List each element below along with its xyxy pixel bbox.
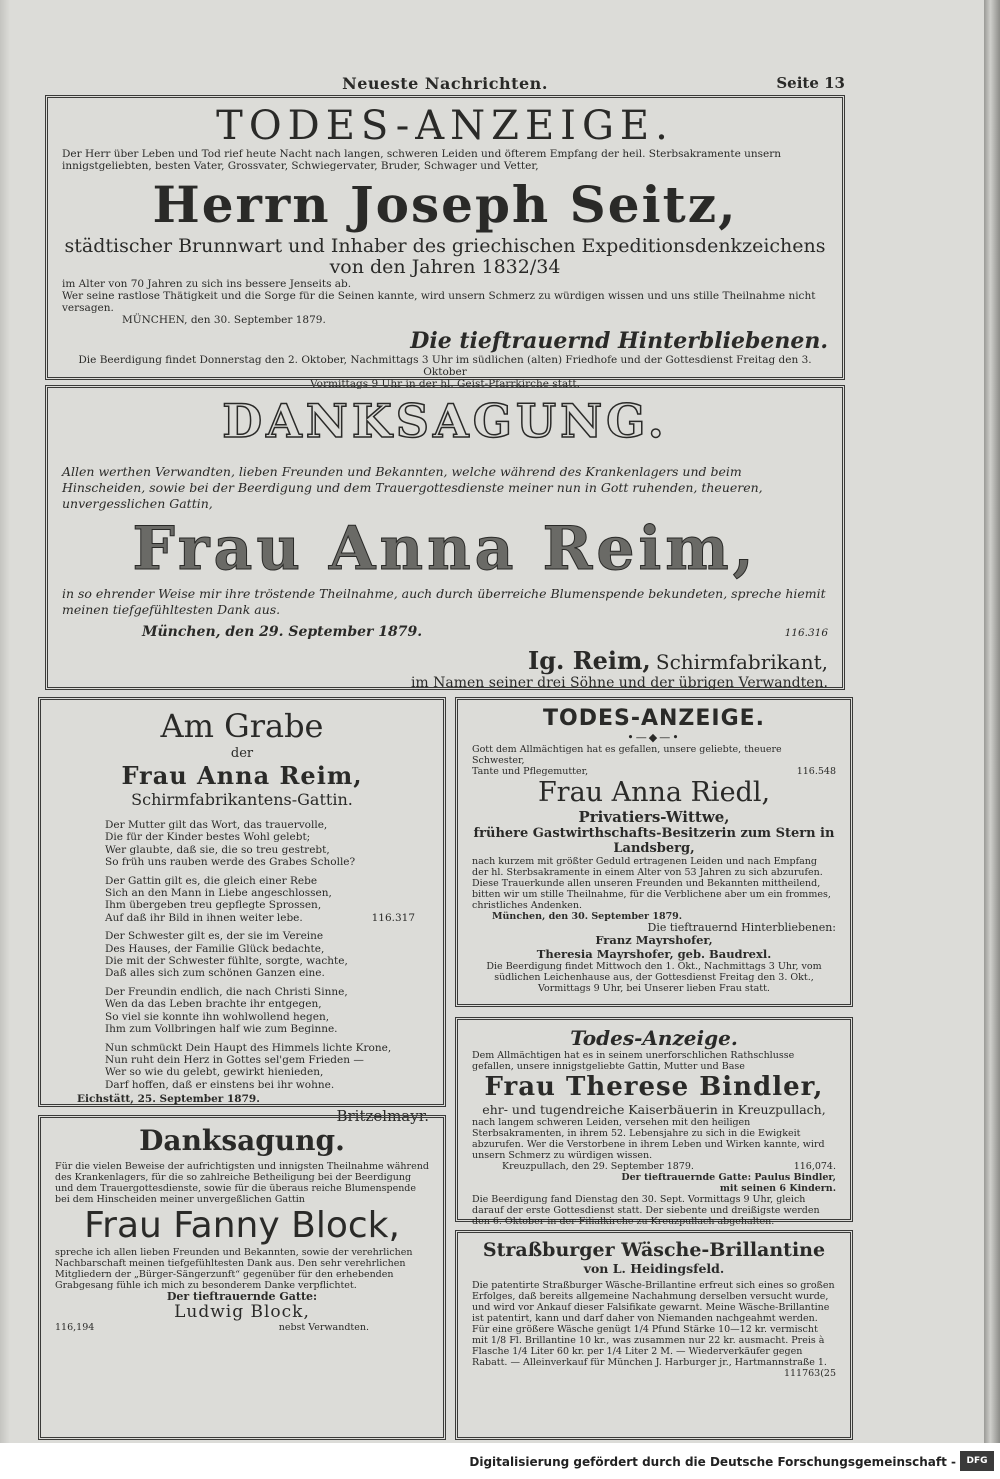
signer-title: Schirmfabrikant, — [655, 650, 828, 674]
notice-title: TODES-ANZEIGE. — [216, 103, 674, 149]
notice-intro: Gott dem Allmächtigen hat es gefallen, unsere geliebte, theuere Schwester, — [472, 744, 782, 766]
ad-code: 111763(25 — [783, 1368, 836, 1379]
poem-line: Die für der Kinder bestes Wohl gelebt; — [105, 831, 311, 844]
poem-line: Der Mutter gilt das Wort, das trauervolle, — [105, 819, 328, 831]
page-edge-shadow — [0, 0, 10, 1479]
deceased-name: Frau Anna Reim, — [121, 761, 363, 790]
poem-line: So früh uns rauben werde des Grabes Scholle? — [105, 856, 356, 869]
poem-line: Daß alles sich zum schönen Ganzen eine. — [105, 967, 325, 980]
advertisement-brillantine — [455, 1230, 853, 1440]
poem-line: Wer so wie du gelebt, gewirkt hienieden, — [105, 1066, 324, 1079]
poem-line: Nun schmückt Dein Haupt des Himmels lichte Krone, — [105, 1041, 392, 1054]
notice-title: DANKSAGUNG. — [222, 394, 668, 448]
burial-info: Die Beerdigung findet Donnerstag den 2. Oktober, Nachmittags 3 Uhr im südlichen (alten) Friedhofe und der Gottesdienst Freitag den 3. Oktober — [78, 354, 812, 378]
deceased-name: Frau Fanny Block, — [84, 1205, 400, 1246]
notice-text: nach kurzem mit größter Geduld ertragenen Leiden und nach Empfang der hl. Sterbsakramente in einem Alter von 53 Jahren zu sich abzurufen. Diese Trauerkunde allen unseren Freunden und Bekannten mittheilend, bitten wir um stille Theilnahme, für die Verblichene aber um ein frommes, christliches Andenken. — [472, 856, 831, 911]
signature: Die tieftrauernd Hinterbliebenen: — [647, 921, 836, 934]
notice-text: Allen werthen Verwandten, lieben Freunden und Bekannten, welche während des Krankenlagers und beim Hinscheiden, sowie bei der Beerdigung und dem Trauergottesdienste meiner nun in Gott ruhenden, theueren, unvergesslichen Gattin, — [62, 464, 763, 511]
poem-line: So viel sie konnte ihn wohlwollend hegen, — [105, 1010, 330, 1023]
poem-body — [105, 819, 429, 1091]
poem-line: Der Gattin gilt es, die gleich einer Rebe — [105, 874, 318, 887]
notice-line: Wer seine rastlose Thätigkeit und die Sorge für die Seinen kannte, wird unsern Schmerz zu würdigen wissen und uns stille Theilnahme nicht versagen. — [62, 290, 816, 314]
place-date: München, den 30. September 1879. — [492, 911, 683, 922]
deceased-occupation: frühere Gastwirthschafts-Besitzerin zum Stern in Landsberg, — [473, 826, 835, 856]
poem-line: Darf hoffen, daß er einstens bei ihr wohne. — [105, 1078, 335, 1091]
poem-line: Die mit der Schwester fühlte, sorgte, wachte, — [105, 955, 348, 968]
thanks-notice-reim — [45, 385, 845, 690]
ornament: •—◆—• — [627, 731, 681, 744]
death-notice-riedl — [455, 697, 853, 1007]
notice-intro: Der Herr über Leben und Tod rief heute Nacht nach langen, schweren Leiden und öfterem Empfang der heil. Sterbsakramente unsern innigstgeliebten, besten Vater, Grossvater, Schwiegervater, Bruder, Schwager und Vetter, — [62, 148, 782, 172]
place-date: Eichstätt, 25. September 1879. — [77, 1093, 260, 1106]
deceased-name: Frau Anna Reim, — [132, 514, 758, 584]
signer-line: nebst Verwandten. — [278, 1322, 369, 1333]
ad-subtitle: von L. Heidingsfeld. — [583, 1261, 725, 1276]
page-number: Seite 13 — [776, 74, 845, 92]
signature: mit seinen 6 Kindern. — [719, 1183, 836, 1194]
signer-name: Ludwig Block, — [174, 1302, 310, 1322]
burial-info: Die Beerdigung fand Dienstag den 30. Sept. Vormittags 9 Uhr, gleich darauf der erste Gottesdienst statt. Der siebente und dreißigste werden den 6. Oktober in der Filialkirche zu Kreuzpullach abgehalten. — [472, 1194, 820, 1227]
mourner-name: Theresia Mayrshofer, geb. Baudrexl. — [536, 947, 772, 961]
notice-line: im Alter von 70 Jahren zu sich ins bessere Jenseits ab. — [62, 278, 352, 290]
deceased-name: Frau Therese Bindler, — [484, 1072, 824, 1102]
poem-line: Der Schwester gilt es, der sie im Vereine — [105, 930, 324, 943]
death-notice-bindler — [455, 1017, 853, 1227]
notice-title: Danksagung. — [139, 1124, 345, 1157]
notice-intro: Tante und Pflegemutter, — [472, 766, 589, 777]
thanks-notice-block — [38, 1115, 446, 1440]
signer-name: Ig. Reim, — [527, 646, 651, 675]
dfg-logo: DFG — [960, 1451, 994, 1471]
footer-text: Digitalisierung gefördert durch die Deutsche Forschungsgemeinschaft - — [469, 1455, 956, 1469]
ad-code: 116.317 — [371, 911, 415, 924]
poem-title: Am Grabe — [160, 707, 324, 745]
burial-info: Die Beerdigung findet Mittwoch den 1. Okt., Nachmittags 3 Uhr, vom südlichen Leichenhause aus, der Gottesdienst Freitag den 3. Okt., Vormittags 9 Uhr, bei Unserer lieben Frau statt. — [486, 961, 822, 994]
deceased-name: Herrn Joseph Seitz, — [152, 175, 738, 234]
place-date: MÜNCHEN, den 30. September 1879. — [122, 314, 326, 326]
deceased-title: Privatiers-Wittwe, — [578, 808, 730, 826]
ad-code: 116,074. — [793, 1161, 836, 1172]
poem-line: Ihm zum Vollbringen half wie zum Beginne. — [105, 1023, 338, 1036]
place-date: München, den 29. September 1879. — [142, 624, 423, 640]
signer-line: im Namen seiner drei Söhne und der übrigen Verwandten. — [410, 675, 828, 691]
burial-info: Vormittags 9 Uhr in der hl. Geist-Pfarrkirche statt. — [310, 378, 580, 390]
notice-title: Todes-Anzeige. — [570, 1026, 738, 1050]
poem-line: Nun ruht dein Herz in Gottes sel'gem Frieden — — [105, 1053, 364, 1066]
ad-title: Straßburger Wäsche-Brillantine — [482, 1239, 826, 1261]
signature: Der tieftrauernde Gatte: — [166, 1290, 318, 1303]
notice-text: in so ehrender Weise mir ihre tröstende Theilnahme, auch durch überreiche Blumenspende bekundeten, spreche hiemit meinen tiefgefühltesten Dank aus. — [62, 586, 826, 617]
place-date: Kreuzpullach, den 29. September 1879. — [502, 1161, 694, 1172]
signature: Der tieftrauernde Gatte: Paulus Bindler, — [621, 1172, 836, 1183]
deceased-name: Frau Anna Riedl, — [537, 777, 771, 808]
poem-line: Des Hauses, der Familie Glück bedachte, — [105, 942, 325, 955]
deceased-years: von den Jahren 1832/34 — [329, 256, 561, 278]
notice-intro: Dem Allmächtigen hat es in seinem unerforschlichen Rathschlusse gefallen, unsere innigstgeliebte Gattin, Mutter und Base — [472, 1050, 795, 1072]
poem-line: Auf daß ihr Bild in ihnen weiter lebe. — [105, 911, 303, 924]
newspaper-title: Neueste Nachrichten. — [342, 74, 548, 93]
signature: Die tieftrauernd Hinterbliebenen. — [410, 328, 828, 354]
book-binding — [984, 0, 1000, 1479]
poem-line: Der Freundin endlich, die nach Christi Sinne, — [105, 985, 348, 998]
notice-text: Für die vielen Beweise der aufrichtigsten und innigsten Theilnahme während des Krankenlagers, für die so zahlreiche Betheiligung bei der Beerdigung und dem Trauergottesdienste, sowie für die überaus reiche Blumenspende bei dem Hinscheiden meiner unvergeßlichen Gattin — [55, 1161, 429, 1205]
ad-code: 116.548 — [796, 766, 836, 777]
poem-der: der — [230, 746, 254, 761]
ad-code: 116.316 — [784, 627, 828, 639]
poem-line: Wer glaubte, daß sie, die so treu gestrebt, — [105, 843, 330, 856]
page-header — [45, 74, 845, 94]
deceased-title: ehr- und tugendreiche Kaiserbäuerin in Kreuzpullach, — [482, 1102, 826, 1117]
poem-line: Sich an den Mann in Liebe angeschlossen, — [105, 887, 332, 900]
notice-text: spreche ich allen lieben Freunden und Bekannten, sowie der verehrlichen Nachbarschaft meinen tiefgefühltesten Dank aus. Den sehr verehrlichen Mitgliedern der „Bürger-Sängerzunft“ gegenüber für den erhebenden Grabgesang fühle ich mich zu besonderem Danke verpflichtet. — [55, 1247, 413, 1291]
digitization-footer — [0, 1443, 1000, 1479]
poem-line: Wen da das Leben brachte ihr entgegen, — [105, 998, 322, 1011]
poem-am-grabe — [38, 697, 446, 1126]
ad-text: Die patentirte Straßburger Wäsche-Brillantine erfreut sich eines so großen Erfolges, daß bereits allgemeine Nachahmung derselben versucht wurde, und wird vor Ankauf dieser Falsifikate gewarnt. Meine Wäsche-Brillantine ist patentirt, kann und darf daher von Niemanden nachgeahmt werden. Für eine größere Wäsche genügt 1/4 Pfund Stärke 10—12 kr. vermischt mit 1/8 Fl. Brillantine 10 kr., was zusammen nur 22 kr. ausmacht. Preis à Flasche 1/4 Liter 60 kr. per 1/4 Liter 2 M. — Wiederverkäufer gegen Rabatt. — Alleinverkauf für München J. Harburger jr., Hartmannstraße 1. — [472, 1280, 835, 1368]
death-notice-seitz — [45, 95, 845, 390]
signature: Britzelmayr. — [336, 1107, 429, 1126]
deceased-title: Schirmfabrikantens-Gattin. — [131, 790, 353, 809]
deceased-title: städtischer Brunnwart und Inhaber des griechischen Expeditionsdenkzeichens — [64, 235, 826, 257]
mourner-name: Franz Mayrshofer, — [595, 933, 713, 947]
poem-line: Ihm übergeben treu gepflegte Sprossen, — [105, 899, 322, 912]
notice-title: TODES-ANZEIGE. — [542, 706, 766, 731]
ad-code: 116,194 — [55, 1322, 95, 1333]
notice-text: nach langem schweren Leiden, versehen mit den heiligen Sterbsakramenten, in ihrem 52. Lebensjahre zu sich in die Ewigkeit abzurufen. Wer die Verstorbene in ihrem Leben und Wirken kannte, wird unsern Schmerz zu würdigen wissen. — [472, 1117, 825, 1161]
